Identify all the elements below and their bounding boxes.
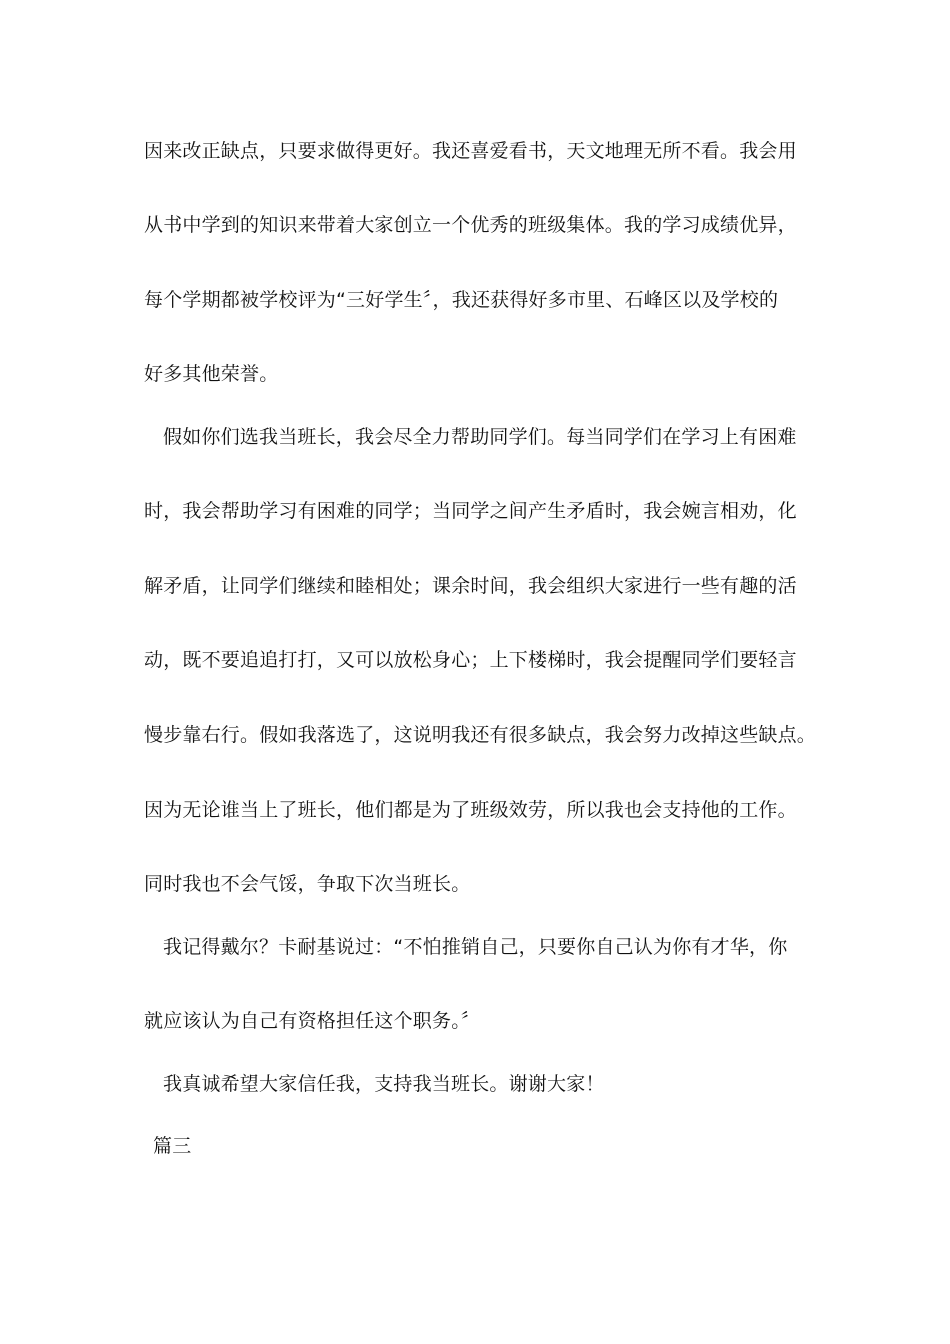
paragraph-3-line-2: 就应该认为自己有资格担任这个职务。〞 — [144, 1010, 481, 1032]
paragraph-1-line-2: 从书中学到的知识来带着大家创立一个优秀的班级集体。我的学习成绩优异， — [144, 214, 797, 236]
paragraph-1-line-1: 因来改正缺点，只要求做得更好。我还喜爱看书，天文地理无所不看。我会用 — [144, 140, 797, 162]
section-heading: 篇三 — [153, 1135, 192, 1157]
paragraph-1-line-3: 每个学期都被学校评为“三好学生〞，我还获得好多市里、石峰区以及学校的 — [144, 289, 779, 311]
paragraph-1-line-4: 好多其他荣誉。 — [144, 363, 279, 385]
paragraph-4-line-1: 我真诚希望大家信任我，支持我当班长。谢谢大家！ — [163, 1073, 605, 1095]
paragraph-2-line-3: 解矛盾，让同学们继续和睦相处；课余时间，我会组织大家进行一些有趣的活 — [144, 575, 797, 597]
paragraph-2-line-6: 因为无论谁当上了班长，他们都是为了班级效劳，所以我也会支持他的工作。 — [144, 799, 797, 821]
paragraph-2-line-7: 同时我也不会气馁，争取下次当班长。 — [144, 873, 471, 895]
paragraph-2-line-5: 慢步靠右行。假如我落选了，这说明我还有很多缺点，我会努力改掉这些缺点。 — [144, 724, 817, 746]
paragraph-2-line-2: 时，我会帮助学习有困难的同学；当同学之间产生矛盾时，我会婉言相劝，化 — [144, 500, 797, 522]
paragraph-2-line-4: 动，既不要追追打打，又可以放松身心；上下楼梯时，我会提醒同学们要轻言 — [144, 649, 797, 671]
paragraph-3-line-1: 我记得戴尔？卡耐基说过：“不怕推销自己，只要你自己认为你有才华，你 — [163, 936, 788, 958]
paragraph-2-line-1: 假如你们选我当班长，我会尽全力帮助同学们。每当同学们在学习上有困难 — [163, 426, 797, 448]
